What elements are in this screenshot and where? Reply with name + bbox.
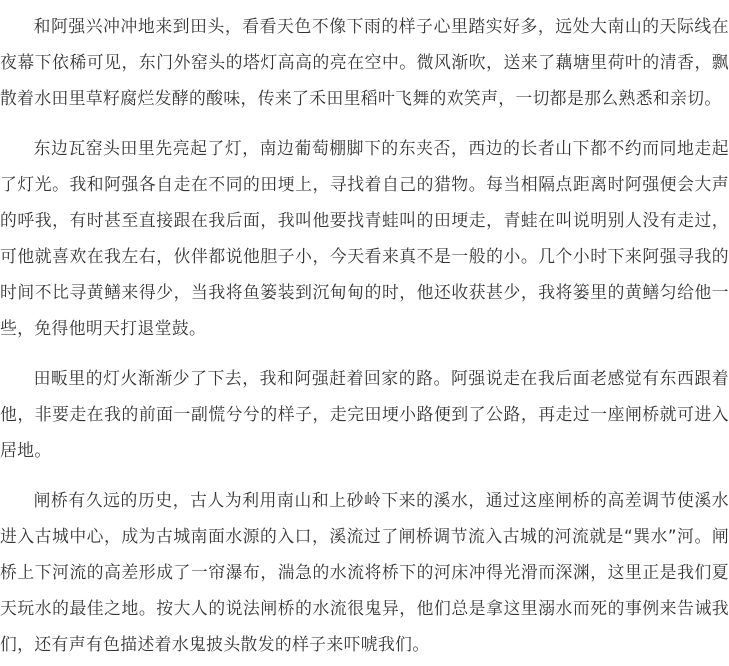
- paragraph-2: 东边瓦窑头田里先亮起了灯，南边葡萄棚脚下的东夹否，西边的长者山下都不约而同地走起了灯光。我和阿强各自走在不同的田埂上，寻找着自己的猎物。每当相隔点距离时阿强便会大声的呼我，有时甚至直接跟在我后面，我叫他要找青蛙叫的田埂走，青蛙在叫说明别人没有走过，可他就喜欢在我左右，伙伴都说他胆子小，今天看来真不是一般的小。几个小时下来阿强寻我的时间不比寻黄鳝来得少，当我将鱼篓装到沉甸甸的时，他还收获甚少，我将篓里的黄鳝匀给他一些，免得他明天打退堂鼓。: [0, 138, 729, 338]
- paragraph-1: 和阿强兴冲冲地来到田头，看看天色不像下雨的样子心里踏实好多，远处大南山的天际线在夜幕下依稀可见，东门外窑头的塔灯高高的亮在空中。微风渐吹，送来了藕塘里荷叶的清香，飘散着水田里草籽腐烂发酵的酸味，传来了禾田里稻叶飞舞的欢笑声，一切都是那么熟悉和亲切。: [0, 16, 729, 108]
- paragraph-4: 闸桥有久远的历史，古人为利用南山和上砂岭下来的溪水，通过这座闸桥的高差调节使溪水进入古城中心，成为古城南面水源的入口，溪流过了闸桥调节流入古城的河流就是“巽水”河。闸桥上下河流的高差形成了一帘瀑布，湍急的水流将桥下的河床冲得光滑而深渊，这里正是我们夏天玩水的最佳之地。按大人的说法闸桥的水流很鬼异，他们总是拿这里溺水而死的事例来告诫我们，还有声有色描述着水鬼披头散发的样子来吓唬我们。: [0, 490, 729, 654]
- paragraph-3: 田畈里的灯火渐渐少了下去，我和阿强赶着回家的路。阿强说走在我后面老感觉有东西跟着他，非要走在我的前面一副慌兮兮的样子，走完田埂小路便到了公路，再走过一座闸桥就可进入居地。: [0, 368, 729, 460]
